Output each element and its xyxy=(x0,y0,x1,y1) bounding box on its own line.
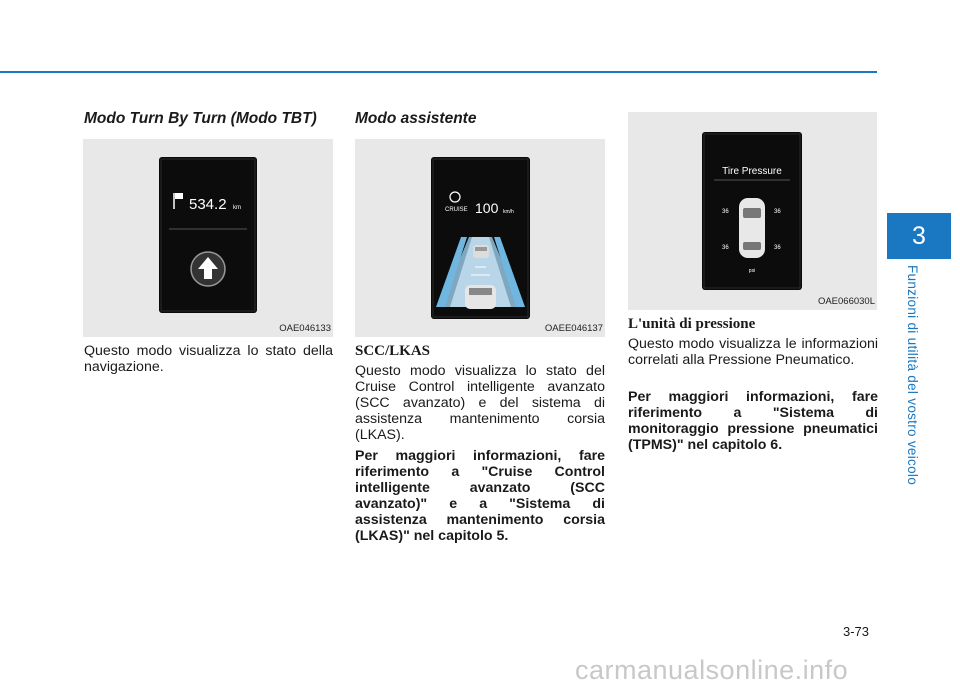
tire-front-left: 36 xyxy=(722,209,729,215)
pressure-unit: psi xyxy=(748,268,756,274)
watermark: carmanualsonline.info xyxy=(575,655,849,685)
figure-tbt xyxy=(83,139,333,337)
tbt-distance: 534.2 xyxy=(189,196,227,213)
tire-front-right: 36 xyxy=(774,209,781,215)
chapter-number: 3 xyxy=(912,221,926,250)
tbt-description: Questo modo visualizza lo stato della navigazione. xyxy=(84,343,333,375)
tire-rear-left: 36 xyxy=(722,245,729,251)
subheading-pressure-unit: L'unità di pressione xyxy=(628,316,756,332)
figure-tire-pressure xyxy=(628,112,877,310)
cluster-screen xyxy=(159,157,257,313)
page-number: 3-73 xyxy=(843,624,870,639)
car-top-view-icon xyxy=(739,198,765,258)
scc-lkas-description: Questo modo visualizza lo stato del Cruise Control intelligente avanzato (SCC avanzato) e del sistema di assistenza mantenimento corsia (LKAS). xyxy=(355,363,605,443)
scc-lkas-display xyxy=(431,157,530,319)
header-rule xyxy=(0,71,877,73)
set-speed: 100 xyxy=(475,200,499,216)
tpms-title: Tire Pressure xyxy=(722,166,782,177)
arrow-up-icon xyxy=(191,252,225,286)
cluster-screen xyxy=(702,132,802,290)
cluster-screen xyxy=(431,157,530,319)
heading-tbt-mode: Modo Turn By Turn (Modo TBT) xyxy=(84,110,317,127)
chapter-title: Funzioni di utilità del vostro veicolo xyxy=(905,265,920,486)
car-ahead-icon xyxy=(473,245,489,258)
tpms-display xyxy=(702,132,802,290)
subheading-scc-lkas: SCC/LKAS xyxy=(355,343,431,359)
tbt-display xyxy=(159,157,257,313)
heading-assist-mode: Modo assistente xyxy=(355,110,477,127)
tpms-reference: Per maggiori informazioni, fare riferimento a "Sistema di monitoraggio pressione pneumatici (TPMS)" nel capitolo 6. xyxy=(628,389,878,453)
own-car-icon xyxy=(465,285,496,309)
figure-assist xyxy=(355,139,605,337)
figure-code: OAEE046137 xyxy=(544,323,603,334)
tbt-unit: km xyxy=(233,205,241,211)
figure-code: OAE066030L xyxy=(817,296,875,307)
figure-code: OAE046133 xyxy=(279,323,331,334)
speed-unit: km/h xyxy=(503,209,514,215)
chapter-tab xyxy=(887,213,951,259)
scc-lkas-reference: Per maggiori informazioni, fare riferimento a "Cruise Control intelligente avanzato (SCC avanzato)" e a "Sistema di assistenza mantenimento corsia (LKAS)" nel capitolo 5. xyxy=(355,448,605,544)
tire-rear-right: 36 xyxy=(774,245,781,251)
pressure-unit-description: Questo modo visualizza le informazioni correlati alla Pressione Pneumatico. xyxy=(628,336,878,368)
cruise-label: CRUISE xyxy=(445,207,468,213)
